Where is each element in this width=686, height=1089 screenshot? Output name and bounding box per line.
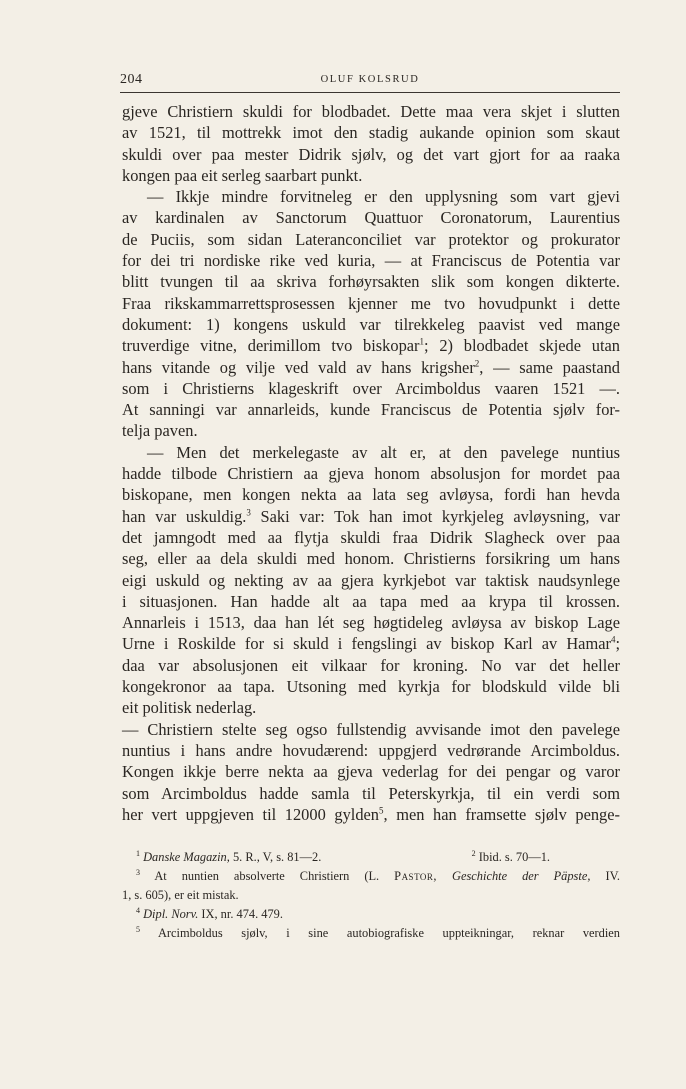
body-line: Kongen ikkje berre nekta aa gjeva vederlag for dei pengar og varor: [122, 762, 620, 782]
line-text: ; 2) blodbadet skjede utan: [424, 336, 620, 356]
line-text: her vert uppgjeven til 12000 gylden: [122, 804, 379, 824]
line-text: ;: [615, 634, 620, 654]
body-line: det jamngodt med aa flytja skuldi fraa Didrik Slagheck over paa: [122, 527, 620, 547]
body-line: av 1521, til mottrekk imot den stadig aukande opinion som skaut: [122, 123, 620, 143]
body-line: i situasjonen. Han hadde alt aa tapa med aa krypa til krossen.: [122, 591, 620, 611]
body-line: som Arcimboldus hadde samla til Peterskyrkja, til ein verdi som: [122, 783, 620, 803]
footnote: [122, 848, 620, 867]
body-line: [122, 506, 620, 527]
body-line: seg, eller aa dela skuldi med honom. Christierns forsikring um hans: [122, 549, 620, 569]
body-line: [122, 804, 620, 825]
line-text: hans vitande og vilje ved vald av hans krigsher: [122, 357, 475, 377]
footnote-ref: 3: [246, 507, 251, 518]
body-line: de Puciis, som sidan Lateranconciliet var protektor og prokurator: [122, 229, 620, 249]
page-number: 204: [120, 72, 143, 87]
body-line: skuldi over paa mester Didrik sjølv, og det vart gjort for aa raaka: [122, 144, 620, 164]
body-line: — Men det merkelegaste av alt er, at den pavelege nuntius: [147, 442, 620, 462]
body-line: — Ikkje mindre forvitneleg er den upplysning som vart gjevi: [147, 187, 620, 207]
footnote-1: $^1$ Danske Magazin, 5. R., V, s. 81—2.: [136, 848, 322, 864]
body-line: dokument: 1) kongens uskuld var tilrekkeleg paavist ved mange: [122, 314, 620, 334]
body-line: daa var absolusjonen eit vilkaar for kroning. No var det heller: [122, 655, 620, 675]
line-text: truverdige vitne, derimillom tvo biskopar: [122, 336, 420, 356]
footnote-ref: 4: [610, 634, 616, 645]
line-text: han var uskuldig.: [122, 506, 247, 526]
body-line: telja paven.: [122, 421, 198, 441]
footnote-ref: 5: [379, 805, 384, 816]
running-title: OLUF KOLSRUD: [320, 74, 420, 85]
footnote-3: $^3$ At nuntien absolverte Christiern (L. Pastor, Geschichte der Päpste, IV.: [136, 867, 621, 883]
body-line: som i Christierns klageskrift over Arcimboldus vaaren 1521 —.: [122, 378, 620, 398]
body-line: Annarleis i 1513, daa han lét seg høgtideleg avløysa av biskop Lage: [122, 613, 620, 633]
body-line: [122, 357, 620, 378]
footnote-3-cont: 1, s. 605), er eit mistak.: [122, 888, 239, 902]
body-line: nuntius i hans andre hovudærend: uppgjerd vedrørande Arcimboldus.: [122, 740, 620, 760]
body-line: kongekronor aa tapa. Utsoning med kyrkja for blodskuld vilde bli: [122, 677, 620, 697]
body-line: At sanningi var annarleids, kunde Franciscus de Potentia sjølv for-: [122, 400, 620, 420]
line-text: , men han framsette sjølv penge-: [383, 804, 620, 824]
body-line: eigi uskuld og nekting av aa gjera kyrkjebot var taktisk naudsynlege: [122, 570, 620, 590]
body-line: gjeve Christiern skuldi for blodbadet. Dette maa vera skjet i slutten: [122, 102, 620, 121]
body-line: blitt tvungen til aa skriva forhøyrsakten slik som kongen dikterte.: [122, 272, 620, 292]
footnotes: [122, 848, 620, 943]
body-line: [122, 335, 620, 356]
body-line: [122, 633, 620, 654]
body-line: — Christiern stelte seg ogso fullstendig avvisande imot den pavelege: [122, 719, 620, 739]
line-text: Saki var: Tok han imot kyrkjeleg avløysning, var: [250, 506, 620, 526]
body-text: [122, 101, 620, 825]
body-line: biskopane, men kongen nekta aa lata seg avløysa, fordi han hevda: [122, 485, 620, 505]
footnote-4: $^4$ Dipl. Norv. IX, nr. 474. 479.: [136, 905, 283, 921]
line-text: , — same paastand: [479, 357, 620, 377]
body-line: Fraa rikskammarrettsprosessen kjenner me tvo hovudpunkt i dette: [122, 293, 620, 313]
line-text: Urne i Roskilde for si skuld i fengslingi av biskop Karl av Hamar: [122, 634, 611, 654]
footnote-2: $^2$ Ibid. s. 70—1.: [471, 848, 550, 864]
footnote-ref: 1: [419, 336, 425, 347]
body-line: for dei tri nordiske rike ved kuria, — at Franciscus de Potentia var: [122, 251, 620, 271]
body-line: hadde tilbode Christiern aa gjeva honom absolusjon for mordet paa: [122, 464, 620, 484]
page-header: [120, 72, 620, 93]
footnote-5: $^5$ Arcimboldus sjølv, i sine autobiografiske uppteikningar, reknar verdien: [136, 924, 620, 940]
body-line: kongen paa eit serleg saarbart punkt.: [122, 165, 363, 185]
body-line: eit politisk nederlag.: [122, 698, 257, 718]
footnote-ref: 2: [474, 358, 480, 369]
body-line: av kardinalen av Sanctorum Quattuor Coronatorum, Laurentius: [122, 208, 620, 228]
